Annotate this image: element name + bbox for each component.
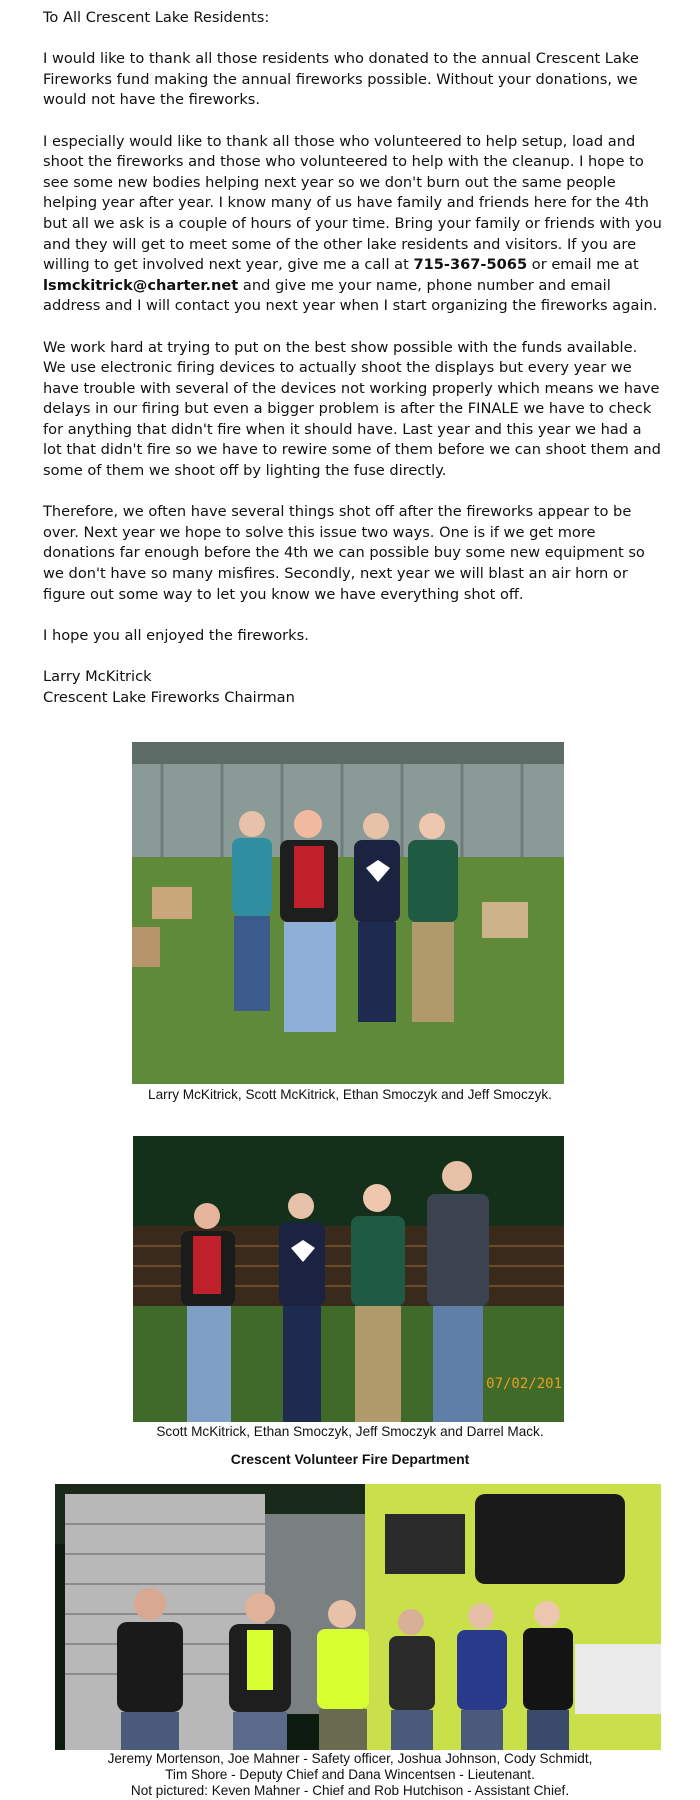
photo-3-caption-line-2: Tim Shore - Deputy Chief and Dana Wincentsen - Lieutenant.	[165, 1767, 535, 1782]
photo-3-caption-line-1: Jeremy Mortenson, Joe Mahner - Safety officer, Joshua Johnson, Cody Schmidt,	[107, 1751, 593, 1766]
photo-2-date-stamp: 07/02/201	[486, 1376, 562, 1392]
photo-3-caption-line-3: Not pictured: Keven Mahner - Chief and Rob Hutchison - Assistant Chief.	[130, 1783, 570, 1798]
fire-department-heading: Crescent Volunteer Fire Department	[230, 1451, 470, 1467]
paragraph-2-text-a: I especially would like to thank all those who volunteered to help setup, load and shoot the fireworks and those who volunteered to help with the cleanup. I hope to see some new bodies helping next year so we don't burn out the same people helping year after year. I know many of us have family and friends here for the 4th but all we ask is a couple of hours of your time. Bring your family or friends with you and they will get to meet some of the other lake residents and visitors. If you are willing to get involved next year, give me a call at	[43, 132, 662, 274]
photo-fire-department	[55, 1484, 661, 1750]
photo-2-caption: Scott McKitrick, Ethan Smoczyk, Jeff Smoczyk and Darrel Mack.	[156, 1424, 544, 1439]
signature-title: Crescent Lake Fireworks Chairman	[43, 688, 295, 706]
contact-phone: 715-367-5065	[413, 256, 528, 274]
letter-greeting: To All Crescent Lake Residents:	[43, 9, 270, 26]
letter-paragraph-3: We work hard at trying to put on the best show possible with the funds available. We use electronic firing devices to actually shoot the displays but every year we have trouble with several of the devices not working properly which means we have delays in our firing but even a bigger problem is after the FINALE we have to check for anything that didn't fire when it should have. Last year and this year we had a lot that didn't fire so we have to rewire some of them before we can shoot them and some of them we shoot off by lighting the fuse directly.	[43, 338, 661, 480]
paragraph-2-text-c: and give me your name, phone number and email address and I will contact you next year when I start organizing the fireworks again.	[43, 276, 658, 315]
photo-1-caption: Larry McKitrick, Scott McKitrick, Ethan Smoczyk and Jeff Smoczyk.	[148, 1087, 552, 1102]
letter	[43, 8, 663, 708]
paragraph-2-text-b: or email me at	[527, 256, 639, 274]
letter-paragraph-5: I hope you all enjoyed the fireworks.	[43, 626, 309, 644]
photo-3-image	[55, 1484, 661, 1750]
letter-paragraph-4: Therefore, we often have several things shot off after the fireworks appear to be over. Next year we hope to solve this issue two ways. One is if we get more donations far enough before the 4th we can possible buy some new equipment so we don't have so many misfires. Secondly, next year we will blast an air horn or figure out some way to let you know we have everything shot off.	[43, 503, 645, 603]
photo-1-image	[132, 742, 564, 1084]
letter-paragraph-1: I would like to thank all those residents who donated to the annual Crescent Lake Fireworks fund making the annual fireworks possible. Without your donations, we would not have the fireworks.	[43, 50, 639, 109]
letter-paragraph-2	[43, 132, 663, 317]
photo-fireworks-crew-2	[133, 1136, 564, 1422]
contact-email: lsmckitrick@charter.net	[43, 276, 239, 294]
signature-name: Larry McKitrick	[43, 668, 152, 685]
photo-fireworks-crew-1	[132, 742, 564, 1084]
